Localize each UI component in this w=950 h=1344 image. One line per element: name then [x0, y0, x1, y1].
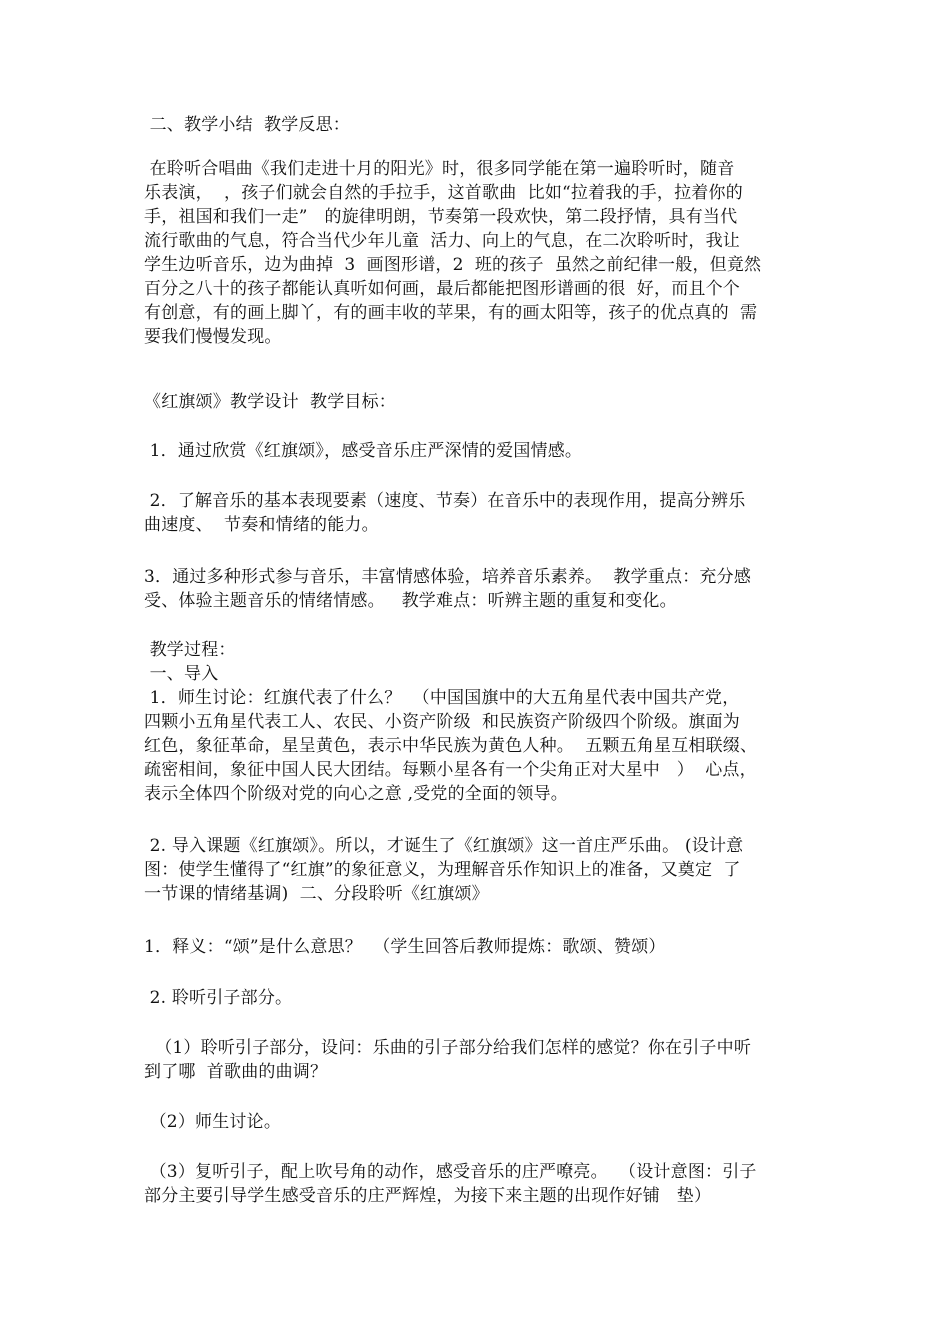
text-line: 2. 导入课题《红旗颂》。所以，才诞生了《红旗颂》这一首庄严乐曲。 (设计意 [144, 836, 744, 856]
objective-item: 2．了解音乐的基本表现要素（速度、节奏）在音乐中的表现作用，提高分辨乐 [144, 491, 746, 511]
text-line: 疏密相间，象征中国人民大团结。每颗小星各有一个尖角正对大星中 ） 心点， [144, 760, 757, 780]
text-line: （2）师生讨论。 [144, 1112, 282, 1132]
text-line: 一节课的情绪基调) 二、分段聆听《红旗颂》 [144, 884, 489, 904]
text-line: 受、体验主题音乐的情绪情感。 教学难点：听辨主题的重复和变化。 [144, 591, 677, 611]
text-line: （3）复听引子，配上吹号角的动作，感受音乐的庄严嘹亮。 （设计意图：引子 [144, 1162, 757, 1182]
text-line: 曲速度、 节奏和情绪的能力。 [144, 515, 379, 535]
text-line: 流行歌曲的气息，符合当代少年儿童 活力、向上的气息，在二次聆听时，我让 [144, 231, 741, 251]
section-heading-design: 《红旗颂》教学设计 教学目标： [144, 392, 397, 412]
text-line: 四颗小五角星代表工人、农民、小资产阶级 和民族资产阶级四个阶级。旗面为 [144, 712, 741, 732]
section-heading-summary: 二、教学小结 教学反思： [144, 115, 351, 135]
text-line: 表示全体四个阶级对党的向心之意 ,受党的全面的领导。 [144, 784, 569, 804]
text-line: （1）聆听引子部分，设问：乐曲的引子部分给我们怎样的感觉？你在引子中听 [144, 1038, 752, 1058]
text-line: 百分之八十的孩子都能认真听如何画，最后都能把图形谱画的很 好，而且个个 [144, 279, 741, 299]
text-line: 2. 聆听引子部分。 [144, 988, 293, 1008]
subsection-heading: 一、导入 [144, 664, 219, 684]
text-line: 手，祖国和我们一走” 的旋律明朗，节奏第一段欢快，第二段抒情，具有当代 [144, 207, 738, 227]
text-line: 有创意，有的画上脚丫，有的画丰收的苹果，有的画太阳等，孩子的优点真的 需 [144, 303, 758, 323]
text-line: 图：使学生懂得了“红旗”的象征意义，为理解音乐作知识上的准备，又奠定 了 [144, 860, 741, 880]
objective-item: 1．通过欣赏《红旗颂》，感受音乐庄严深情的爱国情感。 [144, 441, 583, 461]
text-line: 红色，象征革命，星呈黄色，表示中华民族为黄色人种。 五颗五角星互相联缀、 [144, 736, 758, 756]
section-heading-process: 教学过程： [144, 640, 236, 660]
objective-item: 3．通过多种形式参与音乐，丰富情感体验，培养音乐素养。 教学重点：充分感 [144, 567, 752, 587]
text-line: 部分主要引导学生感受音乐的庄严辉煌，为接下来主题的出现作好铺 垫） [144, 1186, 712, 1206]
text-line: 在聆听合唱曲《我们走进十月的阳光》时，很多同学能在第一遍聆听时，随音 [144, 159, 735, 179]
text-line: 学生边听音乐，边为曲掉 3 画图形谱，2 班的孩子 虽然之前纪律一般，但竟然 [144, 255, 762, 275]
text-line: 到了哪 首歌曲的曲调？ [144, 1062, 328, 1082]
text-line: 1．释义：“颂”是什么意思？ （学生回答后教师提炼：歌颂、赞颂） [144, 937, 666, 957]
text-line: 1．师生讨论：红旗代表了什么？ （中国国旗中的大五角星代表中国共产党， [144, 688, 740, 708]
text-line: 要我们慢慢发现。 [144, 327, 282, 347]
text-line: 乐表演， ，孩子们就会自然的手拉手，这首歌曲 比如“拉着我的手，拉着你的 [144, 183, 743, 203]
